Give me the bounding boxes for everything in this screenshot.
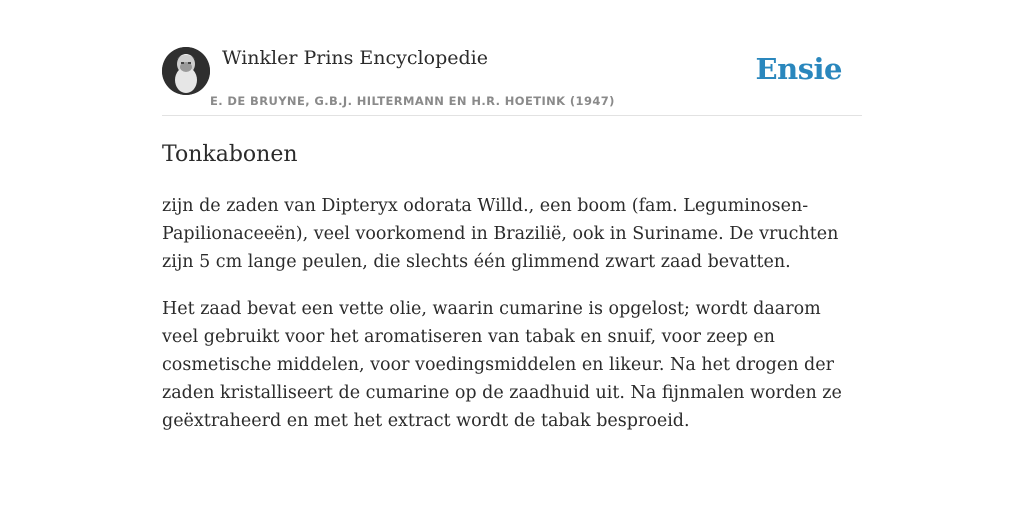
source-authors: E. DE BRUYNE, G.B.J. HILTERMANN EN H.R. HOETINK (1947)	[210, 94, 615, 108]
entry-paragraph: zijn de zaden van Dipteryx odorata Willd., een boom (fam. Leguminosen-Papilionaceeën), veel voorkomend in Brazilië, ook in Suriname. De vruchten zijn 5 cm lange peulen, die slechts één glimmend zwart zaad bevatten.	[162, 196, 839, 272]
entry-body	[162, 192, 862, 454]
brand-logo[interactable]: Ensie	[755, 52, 842, 86]
source-header	[162, 0, 862, 116]
entry-title: Tonkabonen	[162, 142, 298, 167]
source-title[interactable]: Winkler Prins Encyclopedie	[222, 47, 488, 69]
entry-paragraph: Het zaad bevat een vette olie, waarin cumarine is opgelost; wordt daarom veel gebruikt voor het aromatiseren van tabak en snuif, voor zeep en cosmetische middelen, voor voedingsmiddelen en likeur. Na het drogen der zaden kristalliseert de cumarine op de zaadhuid uit. Na fijnmalen worden ze geëxtraheerd en met het extract wordt de tabak besproeid.	[162, 299, 842, 431]
author-avatar[interactable]	[162, 47, 210, 95]
page	[162, 0, 862, 431]
bearded-man-portrait-icon	[162, 47, 210, 95]
